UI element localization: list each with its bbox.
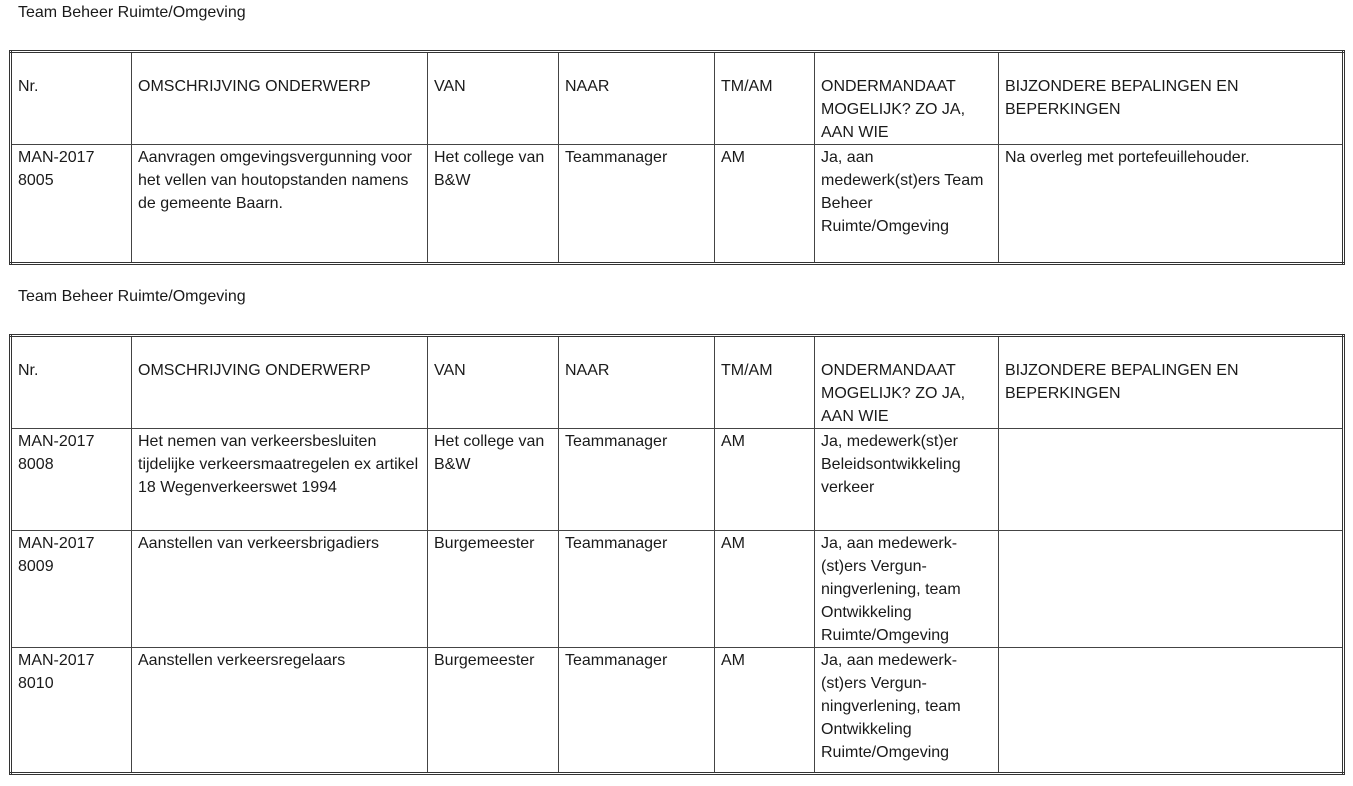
column-header-tm-am: TM/AM bbox=[715, 336, 815, 429]
cell-ondermandaat: Ja, aan medewerk-(st)ers Vergun-ningverlening, team Ontwikkeling Ruimte/Omgeving bbox=[815, 531, 999, 648]
cell-naar: Teammanager bbox=[559, 429, 715, 531]
cell-nr: MAN-2017 8008 bbox=[11, 429, 132, 531]
cell-van: Burgemeester bbox=[428, 648, 559, 774]
cell-van: Het college van B&W bbox=[428, 145, 559, 264]
cell-ondermandaat: Ja, aan medewerk-(st)ers Vergun-ningverlening, team Ontwikkeling Ruimte/Omgeving bbox=[815, 648, 999, 774]
cell-tm-am: AM bbox=[715, 648, 815, 774]
mandate-table bbox=[9, 334, 1345, 775]
cell-onderwerp: Het nemen van verkeersbesluiten tijdelijke verkeersmaatregelen ex artikel 18 Wegenverkeerswet 1994 bbox=[132, 429, 428, 531]
cell-tm-am: AM bbox=[715, 429, 815, 531]
cell-bepalingen bbox=[999, 429, 1344, 531]
cell-naar: Teammanager bbox=[559, 531, 715, 648]
column-header-nr: Nr. bbox=[11, 336, 132, 429]
header-row bbox=[11, 336, 1344, 429]
table-row bbox=[11, 648, 1344, 774]
cell-naar: Teammanager bbox=[559, 145, 715, 264]
header-row bbox=[11, 52, 1344, 145]
cell-nr: MAN-2017 8009 bbox=[11, 531, 132, 648]
cell-tm-am: AM bbox=[715, 145, 815, 264]
column-header-onderwerp: OMSCHRIJVING ONDERWERP bbox=[132, 52, 428, 145]
cell-nr: MAN-2017 8005 bbox=[11, 145, 132, 264]
column-header-naar: NAAR bbox=[559, 52, 715, 145]
column-header-bepalingen: BIJZONDERE BEPALINGEN EN BEPERKINGEN bbox=[999, 52, 1344, 145]
column-header-naar: NAAR bbox=[559, 336, 715, 429]
column-header-ondermandaat: ONDERMANDAAT MOGELIJK? ZO JA, AAN WIE bbox=[815, 52, 999, 145]
cell-onderwerp: Aanstellen van verkeersbrigadiers bbox=[132, 531, 428, 648]
cell-ondermandaat: Ja, medewerk(st)er Beleidsontwikkeling verkeer bbox=[815, 429, 999, 531]
column-header-van: VAN bbox=[428, 52, 559, 145]
column-header-bepalingen: BIJZONDERE BEPALINGEN EN BEPERKINGEN bbox=[999, 336, 1344, 429]
table-row bbox=[11, 429, 1344, 531]
column-header-onderwerp: OMSCHRIJVING ONDERWERP bbox=[132, 336, 428, 429]
column-header-tm-am: TM/AM bbox=[715, 52, 815, 145]
section-title: Team Beheer Ruimte/Omgeving bbox=[18, 288, 246, 305]
column-header-nr: Nr. bbox=[11, 52, 132, 145]
section-title: Team Beheer Ruimte/Omgeving bbox=[18, 4, 246, 21]
cell-bepalingen bbox=[999, 648, 1344, 774]
cell-ondermandaat: Ja, aan medewerk(st)ers Team Beheer Ruimte/Omgeving bbox=[815, 145, 999, 264]
table-row bbox=[11, 531, 1344, 648]
cell-onderwerp: Aanvragen omgevingsvergunning voor het vellen van houtopstanden namens de gemeente Baarn. bbox=[132, 145, 428, 264]
cell-onderwerp: Aanstellen verkeersregelaars bbox=[132, 648, 428, 774]
cell-bepalingen bbox=[999, 531, 1344, 648]
cell-van: Het college van B&W bbox=[428, 429, 559, 531]
cell-naar: Teammanager bbox=[559, 648, 715, 774]
column-header-van: VAN bbox=[428, 336, 559, 429]
cell-tm-am: AM bbox=[715, 531, 815, 648]
cell-bepalingen: Na overleg met portefeuillehouder. bbox=[999, 145, 1344, 264]
mandate-table bbox=[9, 50, 1345, 265]
cell-van: Burgemeester bbox=[428, 531, 559, 648]
column-header-ondermandaat: ONDERMANDAAT MOGELIJK? ZO JA, AAN WIE bbox=[815, 336, 999, 429]
table-row bbox=[11, 145, 1344, 264]
cell-nr: MAN-2017 8010 bbox=[11, 648, 132, 774]
